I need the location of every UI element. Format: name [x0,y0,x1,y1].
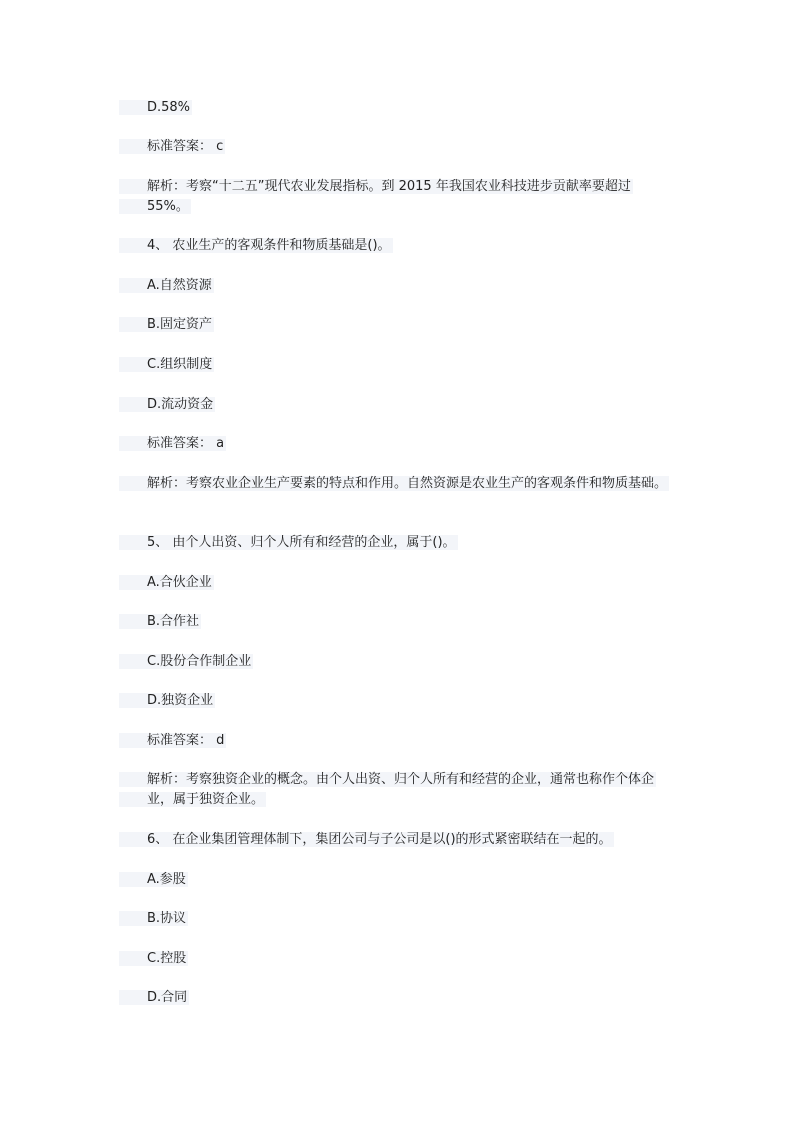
q3-analysis: 解析：考察“十二五”现代农业发展指标。到 2015 年我国农业科技进步贡献率要超过 55%。 [119,177,675,217]
q5-analysis: 解析：考察独资企业的概念。由个人出资、归个人所有和经营的企业，通常也称作个体企业，属于独资企业。 [119,770,675,810]
q4-option-d: D.流动资金 [119,395,215,415]
q4-analysis: 解析：考察农业企业生产要素的特点和作用。自然资源是农业生产的客观条件和物质基础。 [119,474,675,494]
q5-option-b: B.合作社 [119,612,201,632]
q6-option-b: B.协议 [119,909,188,929]
q6-question: 6、 在企业集团管理体制下，集团公司与子公司是以()的形式紧密联结在一起的。 [119,830,614,850]
q4-answer: 标准答案： a [119,434,226,454]
q5-option-d: D.独资企业 [119,691,215,711]
q4-question: 4、 农业生产的客观条件和物质基础是()。 [119,236,393,256]
q4-option-c: C.组织制度 [119,355,214,375]
q5-option-a: A.合伙企业 [119,573,214,593]
q6-option-c: C.控股 [119,949,188,969]
q5-option-c: C.股份合作制企业 [119,652,253,672]
q5-question: 5、 由个人出资、归个人所有和经营的企业，属于()。 [119,533,458,553]
q4-option-a: A.自然资源 [119,276,214,296]
q5-answer: 标准答案： d [119,731,226,751]
q6-option-d: D.合同 [119,988,189,1008]
q6-option-a: A.参股 [119,870,188,890]
q4-option-b: B.固定资产 [119,315,214,335]
q3-answer: 标准答案： c [119,137,225,157]
q3-option-d: D.58% [119,98,192,118]
